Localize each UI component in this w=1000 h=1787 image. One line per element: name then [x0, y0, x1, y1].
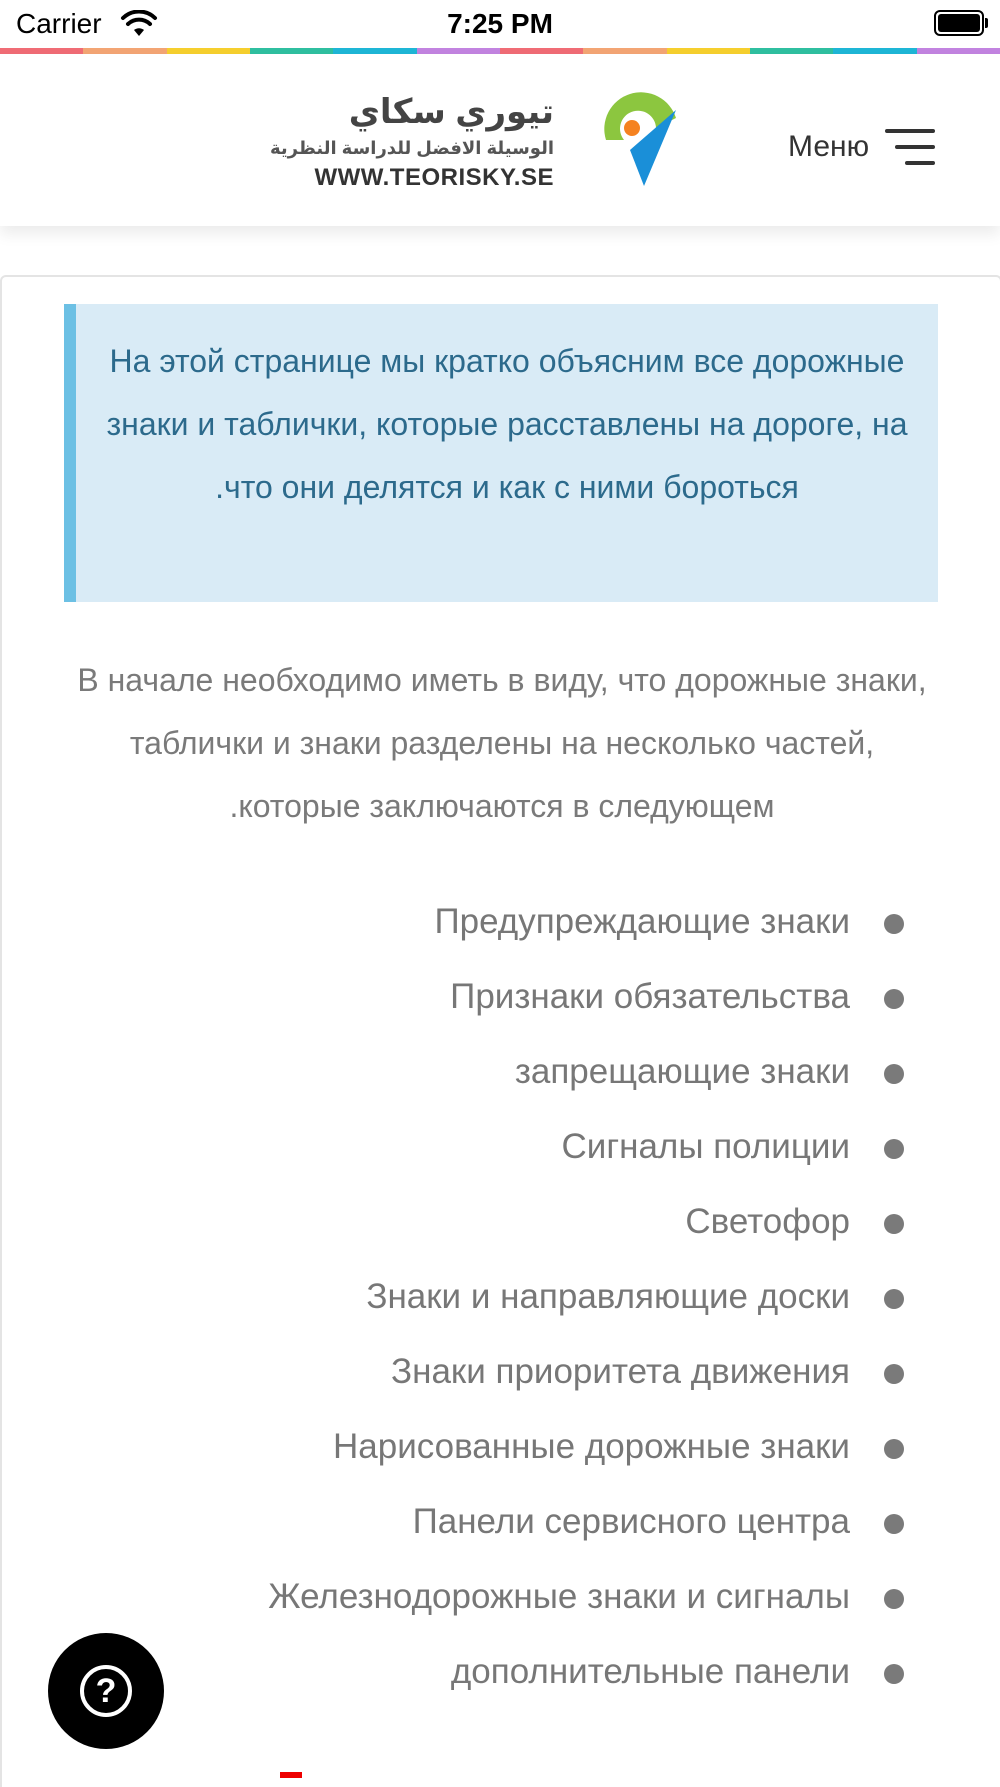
carrier-label: Carrier [16, 8, 102, 39]
content-card [0, 275, 1000, 1787]
question-icon: ? [80, 1665, 132, 1717]
list-item: Предупреждающие знаки [64, 897, 904, 972]
list-item: дополнительные панели [64, 1647, 904, 1722]
site-header [0, 54, 1000, 226]
logo-subtitle: الوسيلة الافضل للدراسة النظرية [269, 138, 554, 158]
status-time: 7:25 PM [447, 8, 553, 39]
red-accent-mark [280, 1772, 302, 1778]
status-bar [0, 0, 1000, 48]
info-callout: На этой странице мы кратко объясним все дорожные знаки и таблички, которые расставлены на дороге, на что они делятся и как с ними бороться. [64, 304, 938, 602]
list-item: Признаки обязательства [64, 972, 904, 1047]
logo-title: تيوري سكاي [348, 93, 554, 131]
list-item: Нарисованные дорожные знаки [64, 1422, 904, 1497]
sign-category-list [64, 897, 904, 1722]
location-pin-icon [596, 88, 686, 188]
menu-button[interactable] [788, 122, 935, 172]
menu-label: Меню [788, 130, 870, 163]
list-item: запрещающие знаки [64, 1047, 904, 1122]
site-logo[interactable] [269, 88, 686, 198]
list-item: Знаки и направляющие доски [64, 1272, 904, 1347]
hamburger-icon [885, 127, 935, 167]
logo-site-url: WWW.TEORISKY.SE [314, 164, 554, 191]
intro-paragraph: В начале необходимо иметь в виду, что дорожные знаки, таблички и знаки разделены на несколько частей, которые заключаются в следующем. [77, 662, 927, 824]
list-item: Светофор [64, 1197, 904, 1272]
help-button[interactable] [48, 1633, 164, 1749]
list-item: Панели сервисного центра [64, 1497, 904, 1572]
list-item: Железнодорожные знаки и сигналы [64, 1572, 904, 1647]
battery-icon [934, 10, 988, 36]
list-item: Сигналы полиции [64, 1122, 904, 1197]
list-item: Знаки приоритета движения [64, 1347, 904, 1422]
